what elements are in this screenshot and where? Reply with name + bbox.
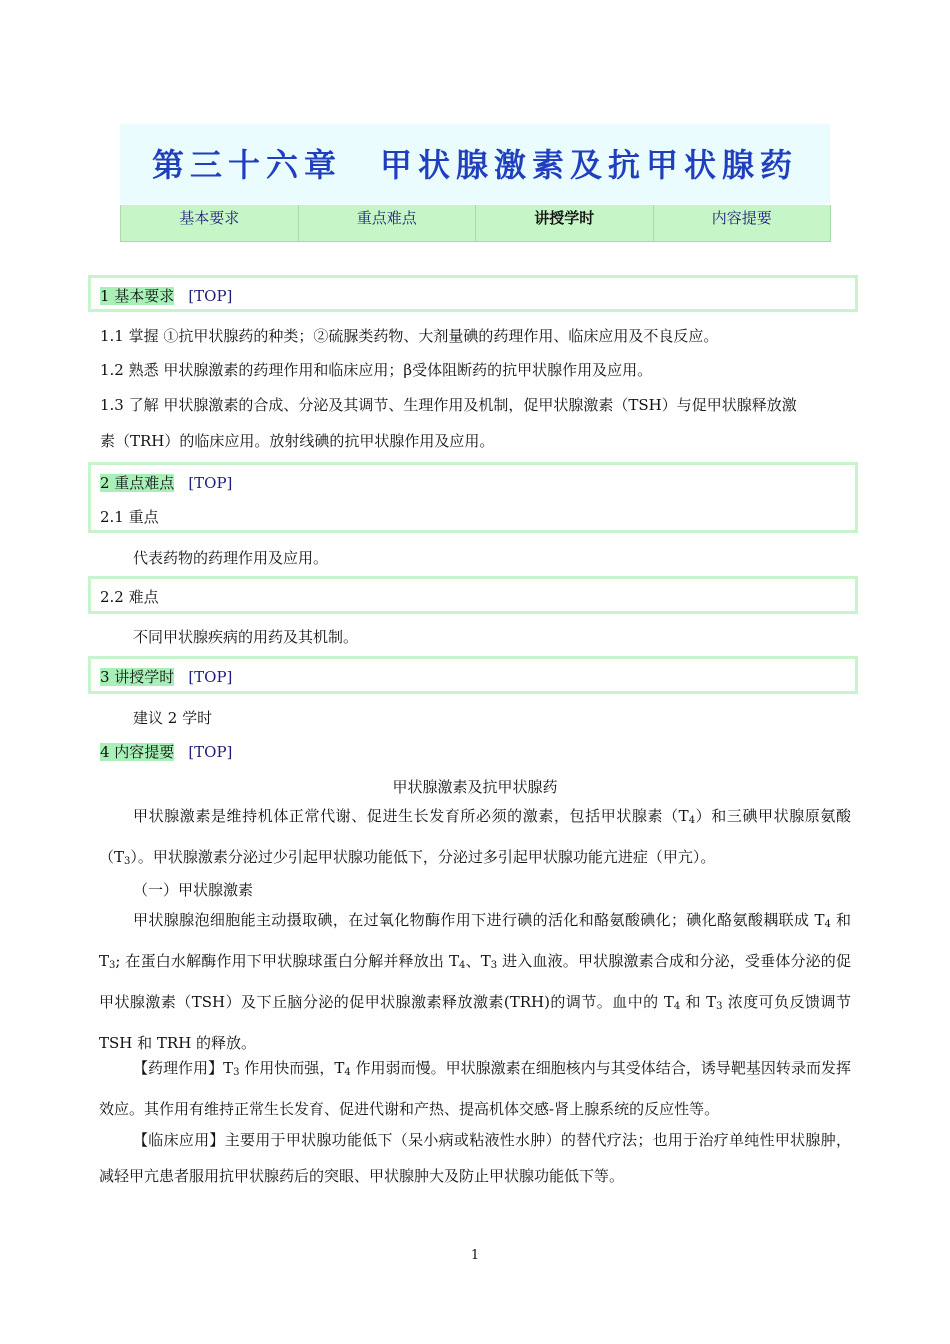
top-link[interactable]: [TOP] (188, 743, 233, 761)
s2-sub2: 2.2 难点 (100, 588, 159, 606)
section3-heading: 3 讲授学时 (100, 668, 175, 686)
s1-line-2: 1.2 熟悉 甲状腺激素的药理作用和临床应用；β受体阻断药的抗甲状腺作用及应用。 (100, 361, 653, 379)
chapter-title-banner (120, 124, 830, 204)
s2-sub2-text: 不同甲状腺疾病的用药及其机制。 (133, 628, 359, 646)
section2-heading-row (100, 472, 232, 493)
section4-heading-row (100, 741, 232, 762)
s1-line-3b: 素（TRH）的临床应用。放射线碘的抗甲状腺作用及应用。 (100, 432, 495, 450)
s2-sub1: 2.1 重点 (100, 508, 159, 526)
page-number: 1 (470, 1248, 480, 1263)
top-link[interactable]: [TOP] (188, 668, 233, 686)
top-link[interactable]: [TOP] (188, 287, 233, 305)
paragraph-pharmacology: 【药理作用】$T_3$ 作用快而强，$T_4$ 作用弱而慢。甲状腺激素在细胞核内与其受体结合，诱导靶基因转录而发挥效应。其作用有维持正常生长发育、促进代谢和产热、提高机体交感-肾上腺系统的反应性等。 (99, 1059, 851, 1118)
section2-2-box (88, 576, 858, 614)
subsection-heading: （一）甲状腺激素 (133, 881, 254, 899)
section1-heading-row (100, 285, 232, 306)
paragraph-2: 甲状腺腺泡细胞能主动摄取碘，在过氧化物酶作用下进行碘的活化和酪氨酸碘化；碘化酪氨酸耦联成 $T_4$ 和 $T_3$; 在蛋白水解酶作用下甲状腺球蛋白分解并释放出 $T_4$、$T_3$ 进入血液。甲状腺激素合成和分泌，受垂体分泌的促甲状腺激素（TSH）及下丘脑分泌的促甲状腺激素释放激素(TRH)的调节。血中的 $T_4$ 和 $T_3$ 浓度可负反馈调节 TSH 和 TRH 的释放。 (99, 911, 851, 1052)
top-link[interactable]: [TOP] (188, 474, 233, 492)
content-title: 甲状腺激素及抗甲状腺药 (392, 778, 558, 796)
s1-line-1: 1.1 掌握 ①抗甲状腺药的种类；②硫脲类药物、大剂量碘的药理作用、临床应用及不良反应。 (100, 327, 719, 345)
nav-content-summary[interactable]: 内容提要 (654, 205, 832, 241)
section1-heading: 1 基本要求 (100, 287, 175, 305)
paragraph-1: 甲状腺激素是维持机体正常代谢、促进生长发育所必须的激素，包括甲状腺素$(T_4)$和三碘甲状腺原氨酸$(T_3)$。甲状腺激素分泌过少引起甲状腺功能低下，分泌过多引起甲状腺功能亢进症（甲亢）。 (99, 807, 851, 867)
s1-line-3a: 1.3 了解 甲状腺激素的合成、分泌及其调节、生理作用及机制，促甲状腺激素（TSH）与促甲状腺释放激 (100, 396, 797, 414)
section3-heading-row (100, 666, 232, 687)
s2-sub1-text: 代表药物的药理作用及应用。 (133, 549, 329, 567)
nav-key-difficulties[interactable]: 重点难点 (299, 205, 477, 241)
section2-heading: 2 重点难点 (100, 474, 175, 492)
chapter-title: 第三十六章 甲状腺激素及抗甲状腺药 (151, 146, 798, 184)
nav-teaching-hours[interactable]: 讲授学时 (476, 205, 654, 241)
section4-heading: 4 内容提要 (100, 743, 175, 761)
nav-basic-requirements[interactable]: 基本要求 (121, 205, 299, 241)
nav-table (120, 205, 831, 242)
paragraph-clinical: 【临床应用】主要用于甲状腺功能低下（呆小病或粘液性水肿）的替代疗法；也用于治疗单纯性甲状腺肿，减轻甲亢患者服用抗甲状腺药后的突眼、甲状腺肿大及防止甲状腺功能低下等。 (99, 1131, 851, 1185)
s3-text: 建议 2 学时 (133, 709, 213, 727)
